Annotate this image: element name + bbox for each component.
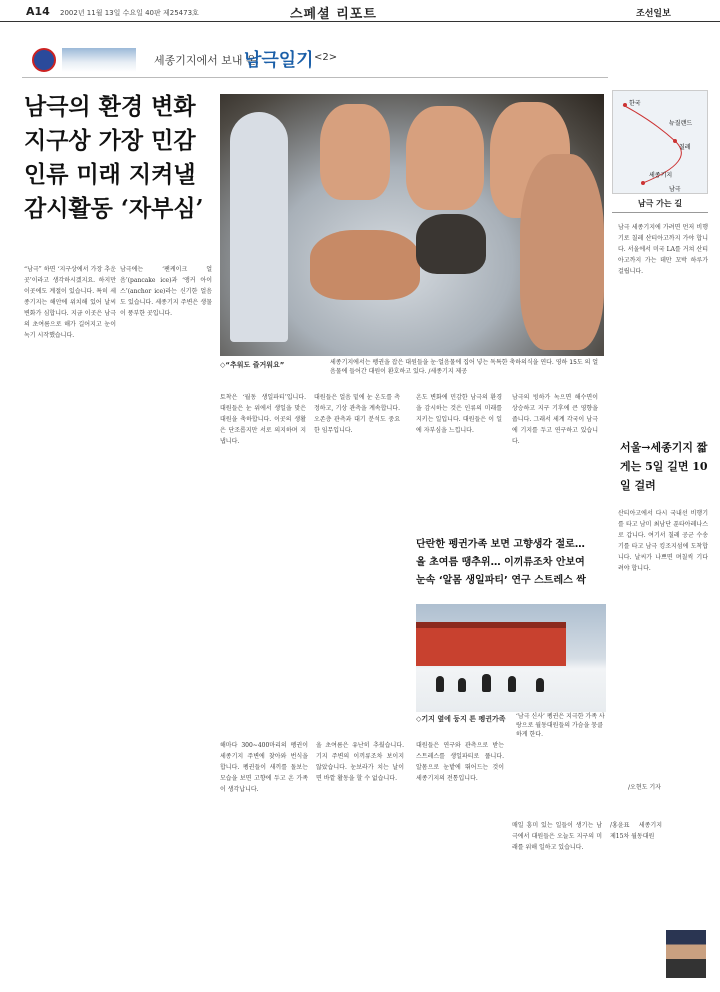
caption-label: ◇기지 옆에 둥지 튼 펭귄가족: [416, 715, 506, 723]
map-point: [641, 181, 645, 185]
sidebar-subhead: 서울→세종기지 짧게는 5일 길면 10일 걸려: [620, 441, 708, 492]
page-number: A14: [26, 5, 50, 18]
headline-line: 감시활동 ‘자부심’: [24, 195, 204, 222]
photo-figure: [520, 154, 604, 350]
route-map: [612, 90, 708, 194]
subhead-line: 올 초여름 땡추위… 이끼류조차 안보여: [416, 557, 585, 568]
article-column: “남극” 하면 ‘지구상에서 가장 추운 곳’이라고 생각하시겠지요. 하지만 이곳에도 계절이 있습니다. 특히 세종기지는 해안에 위치해 있어 날씨 변화가 심합니다. 지금 이곳은 남극의 초여름으로 해가 길어지고 눈이 녹기 시작했습니다.: [24, 266, 116, 339]
sub-headline: [416, 536, 612, 590]
article-column: /홍윤표 세종기지 제15차 월동대원: [610, 822, 662, 840]
article-column: 온도 변화에 민감한 남극의 환경을 감시하는 것은 인류의 미래를 지키는 일입니다. 대원들은 이 일에 자부심을 느낍니다.: [416, 394, 502, 434]
main-headline: [24, 90, 224, 226]
sidebar-title: 남극 가는 길: [637, 199, 683, 208]
penguin-shape: [482, 674, 491, 692]
caption-text: 세종기지에서는 펭귄을 잡은 대원들을 눈·얼음물에 집어 넣는 독특한 축하의식을 연다. 영하 15도 의 얼음물에 들어간 대원이 환호하고 있다. /세종기지 제공: [330, 359, 599, 375]
series-subtitle: 세종기지에서 보내 온: [154, 54, 257, 67]
subhead-line: 눈속 ‘알몸 생일파티’ 연구 스트레스 싹: [416, 575, 586, 586]
reporter-photo: [666, 930, 706, 978]
map-label: 남극: [669, 186, 681, 193]
station-logo-icon: [32, 48, 56, 72]
photo-caption: [220, 356, 604, 386]
route-map-graphic: [613, 91, 709, 195]
headline-line: 인류 미래 지켜낼: [24, 161, 196, 188]
page-header: [0, 0, 720, 22]
penguin-shape: [508, 676, 516, 692]
section-title: 스페셜 리포트: [290, 7, 377, 22]
map-label: 세종기지: [649, 172, 673, 179]
photo-figure: [230, 112, 288, 342]
series-number: <2>: [314, 52, 338, 63]
map-point: [673, 139, 677, 143]
map-label: 뉴질랜드: [669, 120, 693, 127]
newspaper-name: 조선일보: [636, 9, 671, 19]
photo-figure: [416, 214, 486, 274]
sidebar-text: 남극 세종기지에 가려면 먼저 비행기로 칠레 산티아고까지 가야 합니다. 서울에서 미국 LA를 거쳐 산티아고까지 가는 데만 꼬박 하루가 걸립니다.: [618, 224, 708, 275]
series-name: 남극일기: [244, 50, 314, 71]
sidebar-author: /오현도 기자: [628, 784, 661, 791]
building-shape: [416, 622, 566, 628]
penguin-shape: [458, 678, 466, 692]
caption-text: ‘남극 신사’ 펭귄은 지극한 가족 사랑으로 월동대원들의 가슴을 뭉클하게 한다.: [516, 713, 605, 738]
caption-label: ◇“추워도 즐거워요”: [220, 361, 285, 369]
photo-credit: /세종기지 제공: [428, 368, 468, 375]
article-column: 대원들은 얼음 밑에 눈 온도를 측정하고, 기상 관측을 계속합니다. 오존층 관측과 대기 분석도 중요한 임무입니다.: [314, 394, 400, 434]
photo-figure: [406, 106, 484, 210]
penguin-shape: [436, 676, 444, 692]
subhead-line: 단란한 펭귄가족 보면 고향생각 절로…: [416, 539, 585, 550]
headline-line: 남극의 환경 변화: [24, 93, 196, 120]
building-shape: [416, 626, 566, 666]
headline-line: 지구상 가장 민감: [24, 127, 196, 154]
issue-date: 2002년 11월 13일 수요일 40판 제25473호: [60, 9, 199, 17]
article-column: 대원들은 연구와 관측으로 받는 스트레스를 생일파티로 풉니다. 알몸으로 눈밭에 뛰어드는 것이 세종기지의 전통입니다.: [416, 742, 504, 782]
article-column: 남극의 빙하가 녹으면 해수면이 상승하고 지구 기후에 큰 영향을 줍니다. 그래서 세계 각국이 남극에 기지를 두고 연구하고 있습니다.: [512, 394, 598, 445]
map-point: [623, 103, 627, 107]
article-column: 남극에는 ‘팬케이크 얼음’(pancake ice)과 ‘앵커 아이스’(anchor ice)라는 신기한 얼음도 있습니다. 세종기지 주변은 생물이 풍부한 곳입니다.: [120, 266, 212, 317]
divider: [612, 212, 708, 213]
map-label: 칠레: [679, 144, 691, 151]
map-label: 한국: [629, 100, 641, 107]
photo-figure: [320, 104, 390, 200]
penguin-shape: [536, 678, 544, 692]
article-column: 토착은 ‘월동 생일파티’입니다. 대원들은 눈 위에서 생일을 맞은 대원을 축하합니다. 이곳의 생활은 단조롭지만 서로 의지하며 지냅니다.: [220, 394, 306, 445]
article-column: 해마다 300~400마리의 펭귄이 세종기지 주변에 찾아와 번식을 합니다. 펭귄들이 새끼를 돌보는 모습을 보면 고향에 두고 온 가족이 생각납니다.: [220, 742, 308, 793]
article-column: 올 초여름은 유난히 추웠습니다. 기지 주변의 이끼류조차 보이지 않았습니다. 눈보라가 치는 날이면 바깥 활동을 할 수 없습니다.: [316, 742, 404, 782]
penguin-photo: [416, 604, 606, 712]
photo-figure: [310, 230, 420, 300]
article-column: 매일 흥미 있는 일들이 생기는 남극에서 대원들은 오늘도 지구의 미래를 위해 일하고 있습니다.: [512, 822, 602, 851]
sidebar-text: 산티아고에서 다시 국내선 비행기를 타고 남미 최남단 푼타아레나스로 갑니다. 여기서 칠레 공군 수송기를 타고 남극 킹조지섬에 도착합니다. 날씨가 나쁘면 며칠씩 기다려야 합니다.: [618, 510, 708, 572]
main-photo: [220, 94, 604, 356]
series-banner: [22, 42, 608, 78]
antarctic-thumbnail: [62, 48, 136, 72]
